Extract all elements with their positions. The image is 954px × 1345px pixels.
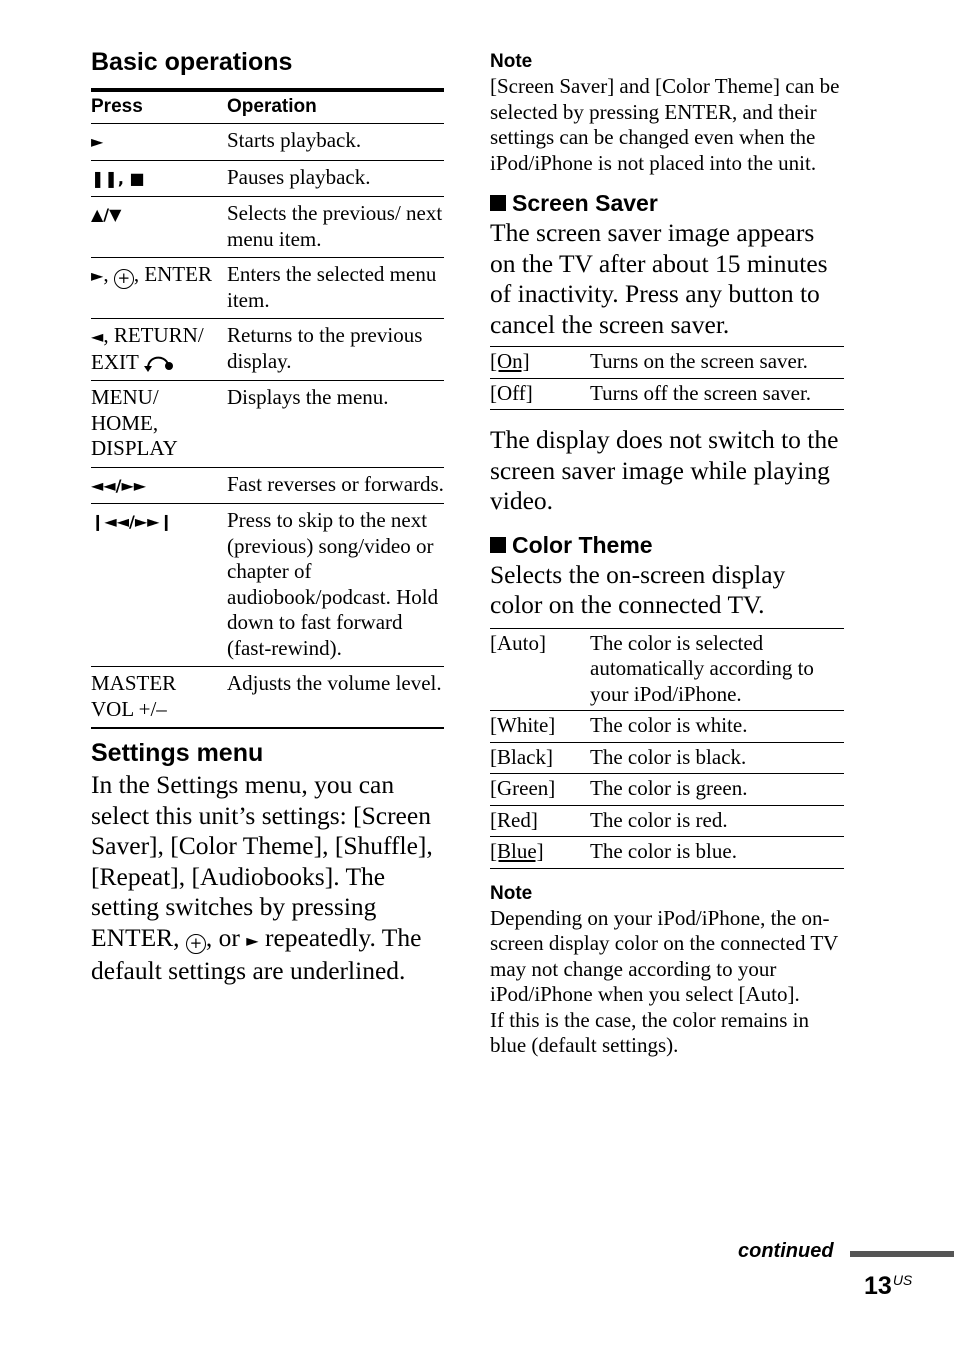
- color-theme-title: Color Theme: [512, 531, 653, 558]
- operation-column-header: Operation: [227, 90, 444, 124]
- basic-operations-table: [91, 88, 444, 729]
- left-arrow-icon: ◄: [91, 327, 104, 346]
- press-cell: [91, 124, 227, 161]
- operation-cell: Selects the previous/ next menu item.: [227, 197, 444, 258]
- description-cell: The color is black.: [590, 742, 844, 774]
- press-cell: [91, 160, 227, 197]
- skip-previous-next-icon: ❙◄◄/►►❙: [91, 512, 173, 531]
- fast-reverse-forward-icon: ◄◄/►►: [91, 475, 147, 495]
- operation-cell: Displays the menu.: [227, 381, 444, 468]
- table-row: [490, 711, 844, 743]
- continued-label: continued: [738, 1240, 834, 1262]
- table-row: [490, 378, 844, 410]
- basic-operations-heading: Basic operations: [91, 48, 293, 76]
- press-cell: MASTER VOL +/–: [91, 667, 227, 729]
- operation-cell: Starts playback.: [227, 128, 362, 152]
- return-icon: [144, 352, 174, 372]
- option-cell: [Off]: [490, 378, 590, 410]
- press-text: , RETURN/ EXIT: [91, 323, 204, 374]
- table-row: [91, 381, 444, 468]
- table-row: [91, 319, 444, 381]
- note-body: Depending on your iPod/iPhone, the on-screen display color on the connected TV may not change according to your iPod/iPhone when you select [Auto].: [490, 905, 838, 1006]
- page-number: [864, 1265, 912, 1301]
- table-row: [91, 124, 444, 161]
- right-arrow-icon: ►: [91, 266, 104, 285]
- screen-saver-options-table: [490, 346, 844, 410]
- press-cell: ►, + , ENTER: [91, 258, 227, 319]
- table-row: [490, 837, 844, 869]
- press-cell: [91, 319, 227, 381]
- square-bullet-icon: [490, 537, 506, 553]
- note-body: [Screen Saver] and [Color Theme] can be selected by pressing ENTER, and their settings can be changed even when the iPod/iPhone is not placed into the unit.: [490, 74, 840, 175]
- page-number-value: 13: [864, 1272, 892, 1300]
- option-cell: [Auto]: [490, 630, 546, 655]
- press-column-header: Press: [91, 90, 227, 124]
- table-row: [490, 805, 844, 837]
- description-cell: The color is white.: [590, 711, 844, 743]
- square-bullet-icon: [490, 195, 506, 211]
- play-icon: ►: [91, 132, 104, 151]
- description-cell: The color is red.: [590, 805, 844, 837]
- option-default: [On]: [490, 349, 530, 373]
- enter-circle-icon: +: [114, 269, 134, 289]
- settings-body-text: In the Settings menu, you can select this unit’s settings: [Screen Saver], [Color Theme], [Shuffle], [Repeat], [Audiobooks]. The setting switches by pressing ENTER,: [91, 770, 433, 952]
- settings-body-text: repeatedly. The default settings are underlined.: [91, 922, 422, 985]
- note-body: If this is the case, the color remains in blue (default settings).: [490, 1007, 809, 1057]
- settings-body-text: , or: [205, 922, 240, 952]
- operation-cell: Returns to the previous display.: [227, 319, 444, 381]
- table-row: [91, 258, 444, 319]
- operation-cell: Adjusts the volume level.: [227, 667, 444, 729]
- right-arrow-icon: ►: [246, 930, 259, 950]
- press-cell: MENU/ HOME, DISPLAY: [91, 381, 227, 468]
- option-cell: [Green]: [490, 774, 590, 806]
- color-theme-intro: Selects the on-screen display color on the connected TV.: [490, 559, 786, 619]
- table-row: [91, 160, 444, 197]
- screen-saver-note: The display does not switch to the screen saver image while playing video.: [490, 425, 839, 515]
- up-down-arrow-icon: ▲/▼: [91, 205, 122, 224]
- table-row: [91, 467, 444, 504]
- screen-saver-heading: [490, 188, 844, 218]
- option-cell: [White]: [490, 711, 590, 743]
- settings-menu-body: [91, 770, 444, 987]
- table-row: [490, 742, 844, 774]
- table-header-row: [91, 90, 444, 124]
- color-theme-heading: [490, 530, 844, 560]
- operation-cell: Fast reverses or forwards.: [227, 467, 444, 504]
- press-cell: [91, 197, 227, 258]
- option-cell: [490, 837, 590, 869]
- option-cell: [Black]: [490, 742, 590, 774]
- operation-cell: Press to skip to the next (previous) song/video or chapter of audiobook/podcast. Hold down to fast forward (fast-rewind).: [227, 504, 444, 667]
- press-cell: [91, 467, 227, 504]
- description-cell: The color is green.: [590, 774, 844, 806]
- option-default: [Blue]: [490, 839, 544, 863]
- table-row: [490, 774, 844, 806]
- operation-cell: Enters the selected menu item.: [227, 258, 444, 319]
- table-row: [91, 197, 444, 258]
- table-row: [490, 347, 844, 379]
- table-row: [91, 667, 444, 729]
- note-heading: Note: [490, 882, 533, 904]
- settings-menu-heading: Settings menu: [91, 739, 264, 767]
- continued-bar: [850, 1251, 954, 1257]
- left-column: [91, 44, 444, 987]
- press-text: , ENTER: [133, 262, 212, 286]
- description-cell: The color is selected automatically according to your iPod/iPhone.: [590, 630, 814, 706]
- screen-saver-title: Screen Saver: [512, 190, 658, 216]
- page-number-suffix: US: [892, 1272, 913, 1288]
- press-cell: [91, 504, 227, 667]
- enter-circle-icon: +: [186, 934, 206, 954]
- right-column: [490, 50, 844, 1059]
- description-cell: The color is blue.: [590, 837, 844, 869]
- description-cell: Turns off the screen saver.: [590, 378, 844, 410]
- option-cell: [490, 347, 590, 379]
- operation-cell: Pauses playback.: [227, 160, 444, 197]
- table-row: [91, 504, 444, 667]
- color-theme-options-table: [490, 628, 844, 869]
- pause-stop-icon: ❚❚, ■: [91, 168, 145, 188]
- note-heading: Note: [490, 51, 533, 72]
- table-row: [490, 628, 844, 711]
- option-cell: [Red]: [490, 805, 590, 837]
- screen-saver-intro: The screen saver image appears on the TV after about 15 minutes of inactivity. Press any button to cancel the screen saver.: [490, 218, 828, 339]
- description-cell: Turns on the screen saver.: [590, 349, 808, 373]
